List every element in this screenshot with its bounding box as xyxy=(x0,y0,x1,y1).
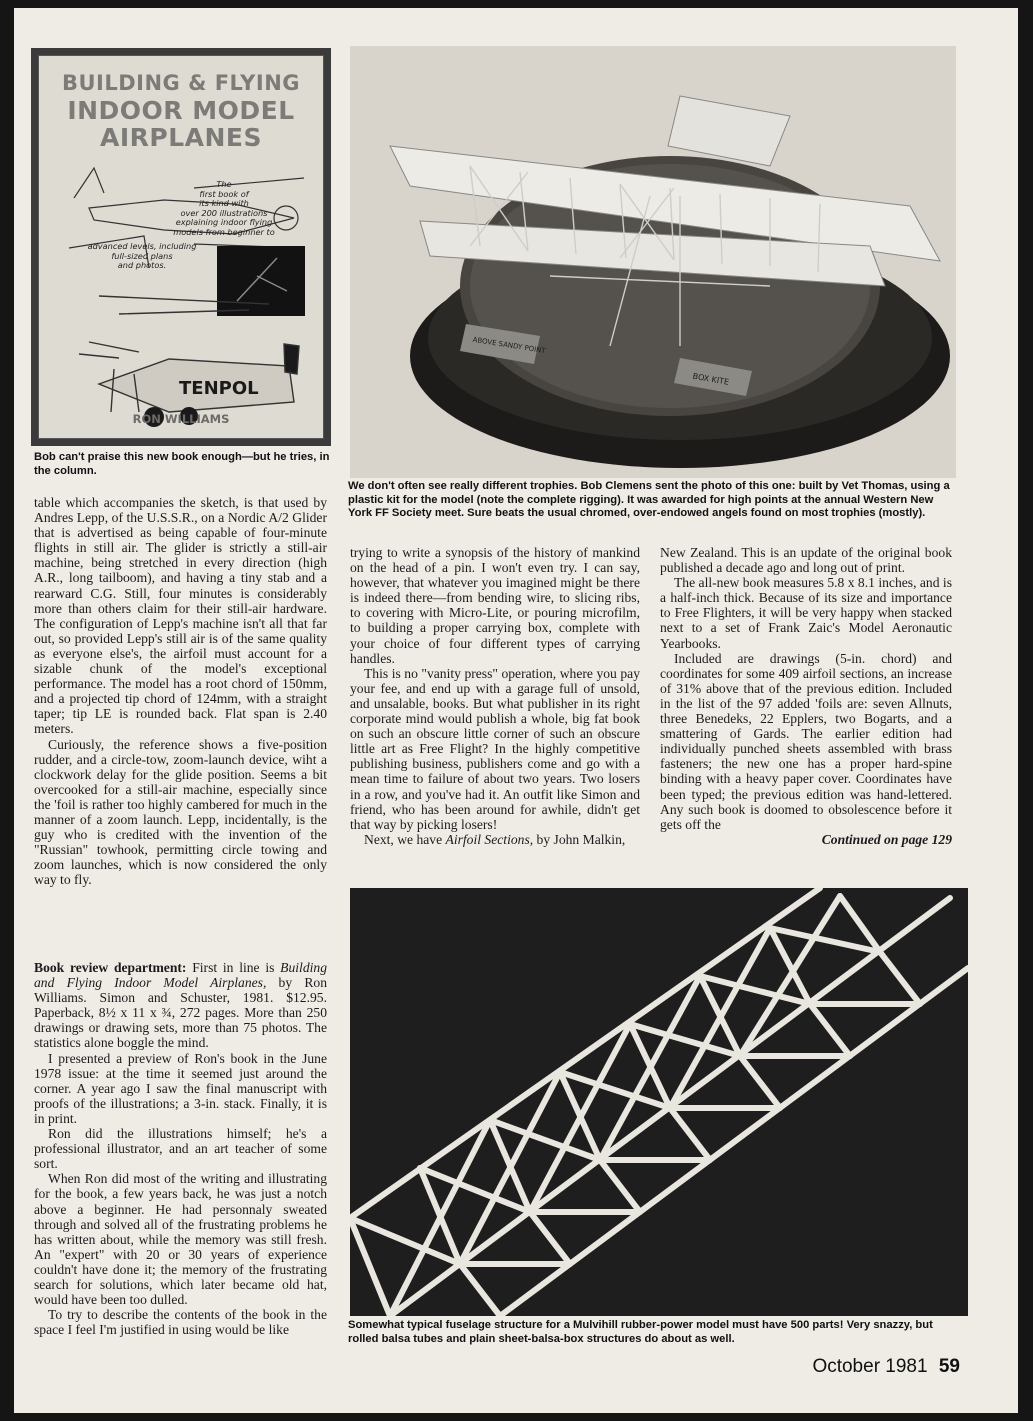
blurb-line: models from beginner to xyxy=(173,226,275,237)
blurb-line: its kind with xyxy=(199,198,249,209)
paragraph: New Zealand. This is an update of the original book published a decade ago and long out of print. xyxy=(660,545,952,576)
plaque-right-text: BOX KITE xyxy=(691,371,730,387)
paragraph: When Ron did most of the writing and illustrating for the book, a few years back, he was just a notch above a beginner. He had personnaly sweated through and solved all of the frustrating problems he has written about, while the memory was still fresh. An "expert" with 20 or 30 years of experience couldn't have done it; the memory of the frustrating search for solutions, which later became old hat, would have been too dulled. xyxy=(34,1171,327,1308)
fuselage-photo xyxy=(350,888,968,1316)
blurb-line: explaining indoor flying xyxy=(175,217,273,228)
book-review-paragraph xyxy=(34,960,327,1051)
cover-author: RON WILLIAMS xyxy=(132,412,230,426)
plaque-left-text: ABOVE SANDY POINT xyxy=(472,335,547,356)
blurb-line: full-sized plans xyxy=(111,250,173,261)
blurb-line: The xyxy=(216,179,232,189)
book-title: Building and Flying Indoor Model Airplanes, xyxy=(34,960,327,991)
paragraph: Curiously, the reference shows a five-position rudder, and a circle-tow, zoom-launch device, wiht a clockwork delay for the glide position. Seems a bit overcooked for a still-air machine, especially since the 'foil is rather too highly cambered for much in the manner of a zoom launch. Lepp, incidentally, is the guy who is credited with the invention of the "Russian" towhook, permitting circle towing and zoom launches, which is now considered the only way to fly. xyxy=(34,736,327,888)
page-number: 59 xyxy=(938,1356,960,1377)
paragraph: Ron did the illustrations himself; he's a professional illustrator, and an art teacher of some sort. xyxy=(34,1126,327,1172)
magazine-page xyxy=(14,8,1018,1413)
paragraph: The all-new book measures 5.8 x 8.1 inches, and is a half-inch thick. Because of its size and importance to Free Flighters, it will be very happy when stacked next to a set of Frank Zaic's Model Aeronautic Yearbooks. xyxy=(660,575,952,651)
cover-blurb-lower xyxy=(57,242,227,271)
book-review-lead: Book review department: xyxy=(34,960,187,975)
blurb-line: first book of xyxy=(199,188,249,199)
blurb-line: over 200 illustrations xyxy=(180,207,268,218)
plane-marking: TENPOL xyxy=(179,378,259,399)
blurb-line: and photos. xyxy=(117,260,167,271)
cover-title-line2: INDOOR MODEL xyxy=(67,96,295,125)
continued-note: Continued on page 129 xyxy=(821,831,952,847)
paragraph: This is no "vanity press" operation, where you pay your fee, and end up with a garage full of unsold, and unsalable, books. But what publisher in its right corporate mind would publish a whole, big fat book on such an obscure little corner of such an obscure little art as Free Flight? In the highly competitive publishing business, publishers come and go with a mean time to failure of about two years. Two losers in a row, and you've had it. An outfit like Simon and friend, who has been around for awhile, didn't get that way by picking losers! xyxy=(350,665,640,832)
cover-title-line1: BUILDING & FLYING xyxy=(61,71,301,95)
text-span: Next, we have xyxy=(364,831,446,847)
cover-title-line3: AIRPLANES xyxy=(99,123,262,152)
cover-title xyxy=(39,70,323,151)
paragraph xyxy=(350,832,640,847)
paragraph: Included are drawings (5-in. chord) and coordinates for some 409 airfoil sections, an increase of 31% above that of the previous edition. Included in the list of the 97 added 'foils are: seven Allnuts, three Benedeks, 22 Epplers, two Bogarts, and a smattering of Gards. The earlier edition had individually punched sheets assembled with brass fasteners; the new one has a proper hard-spine binding with a heavy paper cover. Coordinates have been typed; the previous edition was hand-lettered. Any such book is doomed to obsolescence before it gets off the xyxy=(660,650,952,832)
trophy-photo xyxy=(350,46,956,478)
paragraph: table which accompanies the sketch, is that used by Andres Lepp, of the U.S.S.R., on a Nordic A/2 Glider that is advertised as being capable of four-minute flights in still air. The glider is strictly a still-air machine, being stretched in every direction (high A.R., long tailboom), and having a tiny stab and a rearward C.G. Still, four minutes is considerably more than others claim for their still-air hardware. The configuration of Lepp's machine isn't all that far out, so provided Lepp's still air is of the same quality as everyone else's, the airfoil must account for a sizable chunk of the model's exceptional performance. The model has a root chord of 150mm, and a projected tip chord of 124mm, with a straight taper; tip LE is rounded back. Flat span is 2.40 meters. xyxy=(34,495,327,737)
fuselage-caption: Somewhat typical fuselage structure for a Mulvihill rubber-power model must have 500 parts! Very snazzy, but rolled balsa tubes and plain sheet-balsa-box structures do about as well. xyxy=(348,1319,933,1345)
cover-blurb xyxy=(149,180,299,238)
text-span: by John Malkin, xyxy=(533,831,626,847)
trophy-caption: We don't often see really different trophies. Bob Clemens sent the photo of this one: built by Vet Thomas, using a plastic kit for the model (note the complete rigging). It was awarded for high points at the annual Western New York FF Society meet. Sure beats the usual chromed, over-endowed angels found on most trophies (mostly). xyxy=(348,480,950,520)
text-span: First in line is xyxy=(186,960,281,975)
page-footer xyxy=(714,1356,960,1378)
column-3 xyxy=(660,545,952,847)
column-2 xyxy=(350,545,640,847)
book-cover-photo xyxy=(31,48,331,446)
paragraph: To try to describe the contents of the book in the space I feel I'm justified in using would be like xyxy=(34,1307,327,1338)
paragraph: trying to write a synopsis of the history of mankind on the head of a pin. I won't even try. I can say, however, that whatever you imagined might be there is indeed there—from bending wire, to slicing ribs, to covering with Micro-Lite, or pouring microfilm, to building a proper carrying box, complete with your choice of four different types of carrying handles. xyxy=(350,545,640,666)
book-title: Airfoil Sections, xyxy=(445,831,534,847)
column-1-bottom xyxy=(34,960,327,1337)
issue-date: October 1981 xyxy=(812,1356,928,1377)
book-caption: Bob can't praise this new book enough—but he tries, in the column. xyxy=(34,451,330,477)
column-1-top xyxy=(34,495,327,887)
text-span: by Ron Williams. Simon and Schuster, 1981. $12.95. Paperback, 8½ x 11 x ¾, 272 pages. More than 250 drawings or drawing sets, more than 75 photos. The statistics alone boggle the mind. xyxy=(34,975,327,1051)
paragraph: I presented a preview of Ron's book in the June 1978 issue: at the time it seemed just around the corner. A year ago I saw the final manuscript with proofs of the illustrations; a 3-in. stack. Finally, it is in print. xyxy=(34,1050,327,1126)
blurb-line: advanced levels, including xyxy=(87,241,197,251)
